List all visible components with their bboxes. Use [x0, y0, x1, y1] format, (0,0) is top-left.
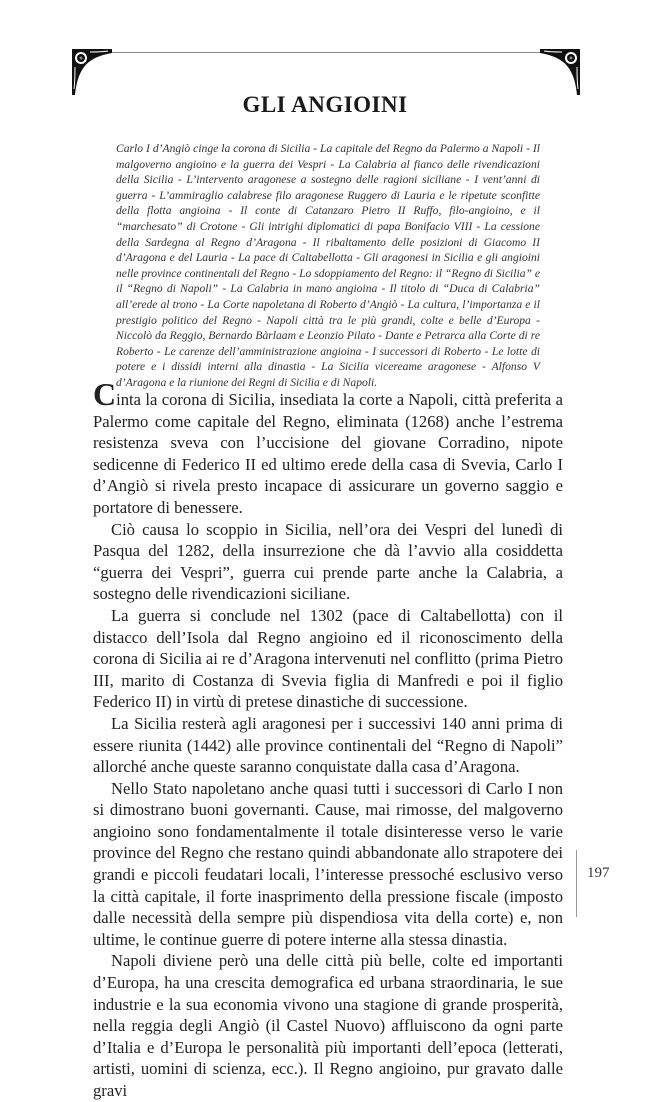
corner-ornament-icon	[540, 49, 580, 95]
body-text	[93, 376, 564, 1102]
chapter-summary: Carlo I d’Angiò cinge la corona di Sicilia - La capitale del Regno da Palermo a Napoli - Il malgoverno angioino e la guerra dei Vespri - La Calabria al fianco delle rivendicazioni della Sicilia - L’intervento aragonese a sostegno delle ragioni siciliane - I vent’anni di guerra - L’ammiraglio calabrese filo aragonese Ruggero di Lauria e le ripetute sconfitte della flotta angioina - Il conte di Catanzaro Pietro II Ruffo, filo-angioino, e il “marchesato” di Crotone - Gli intrighi diplomatici di papa Bonifacio VIII - La cessione della Sardegna al Regno d’Aragona - Il ribaltamento delle posizioni di Giacomo II d’Aragona e del Lauria - La pace di Caltabellotta - Gli aragonesi in Sicilia e gli angioini nelle province continentali del Regno - Lo sdoppiamento del Regno: il “Regno di Sicilia” e il “Regno di Napoli” - La Calabria in mano angioina - Il titolo di “Duca di Calabria” all’erede al trono - La Corte napoletana di Roberto d’Angiò - La cultura, l’importanza e il prestigio politico del Regno - Napoli città tra le più grandi, colte e belle d’Europa - Niccolò da Reggio, Bernardo Bàrlaam e Leonzio Pilato - Dante e Petrarca alla Corte di re Roberto - Le carenze dell’amministrazione angioina - I successori di Roberto - Le lotte di potere e i dissidi interni alla dinastia - La Sicilia vicereame aragonese - Alfonso V d’Aragona e la riunione dei Regni di Sicilia e di Napoli.	[116, 142, 540, 389]
paragraph: La Sicilia resterà agli aragonesi per i successivi 140 anni prima di essere riunita (1442) alle province continentali del “Regno di Napoli” allorché anche queste saranno conquistate dalla casa d’Aragona.	[93, 713, 563, 777]
footer-rule	[576, 850, 577, 917]
chapter-title: GLI ANGIOINI	[242, 92, 408, 117]
paragraph: Nello Stato napoletano anche quasi tutti i successori di Carlo I non si dimostrano buoni governanti. Cause, mai rimosse, del malgoverno angioino sono fondamentalmente il totale disinteresse verso le varie province del Regno che restano quindi abbandonate allo strapotere dei grandi e piccoli feudatari locali, l’interesse pressoché esclusivo verso la città capitale, il forte inasprimento della pressione fiscale (imposto dalle necessità della sempre più dispendiosa vita della corte) e, non ultime, le continue guerre di potere interne alla stessa dinastia.	[93, 778, 563, 949]
page-number: 197	[587, 865, 610, 881]
paragraph-text: inta la corona di Sicilia, insediata la corte a Napoli, città preferita a Palermo come capitale del Regno, eliminata (1268) anche l’estrema resistenza sveva con l’uccisione del giovane Corradino, nipote sedicenne di Federico II ed ultimo erede della casa di Svevia, Carlo I d’Angiò si rivela presto incapace di assicurare un governo saggio e portatore di benessere.	[93, 390, 563, 517]
paragraph: La guerra si conclude nel 1302 (pace di Caltabellotta) con il distacco dell’Isola dal Regno angioino ed il riconoscimento della corona di Sicilia ai re d’Aragona intervenuti nel conflitto (prima Pietro III, marito di Costanza di Svevia figlia di Manfredi e poi il figlio Federico II) in virtù di pretese dinastiche di successione.	[93, 605, 564, 712]
drop-cap: C	[93, 376, 117, 412]
corner-ornament-icon	[72, 49, 112, 95]
paragraph: Napoli diviene però una delle città più belle, colte ed importanti d’Europa, ha una crescita demografica ed urbana straordinaria, le sue industrie e la sua economia vivono una stagione di grande prosperità, nella reggia degli Angiò (il Castel Nuovo) affluiscono da ogni parte d’Italia e d’Europa le personalità più importanti dell’epoca (letterati, artisti, uomini di scienza, ecc.). Il Regno angioino, pur gravato dalle gravi	[93, 951, 563, 1100]
paragraph	[93, 376, 563, 519]
header-rule	[74, 52, 577, 53]
paragraph: Ciò causa lo scoppio in Sicilia, nell’ora dei Vespri del lunedì di Pasqua del 1282, della insurrezione che dà l’avvio alla cosiddetta “guerra dei Vespri”, guerra cui prende parte anche la Calabria, a sostegno delle rivendicazioni siciliane.	[93, 519, 563, 604]
